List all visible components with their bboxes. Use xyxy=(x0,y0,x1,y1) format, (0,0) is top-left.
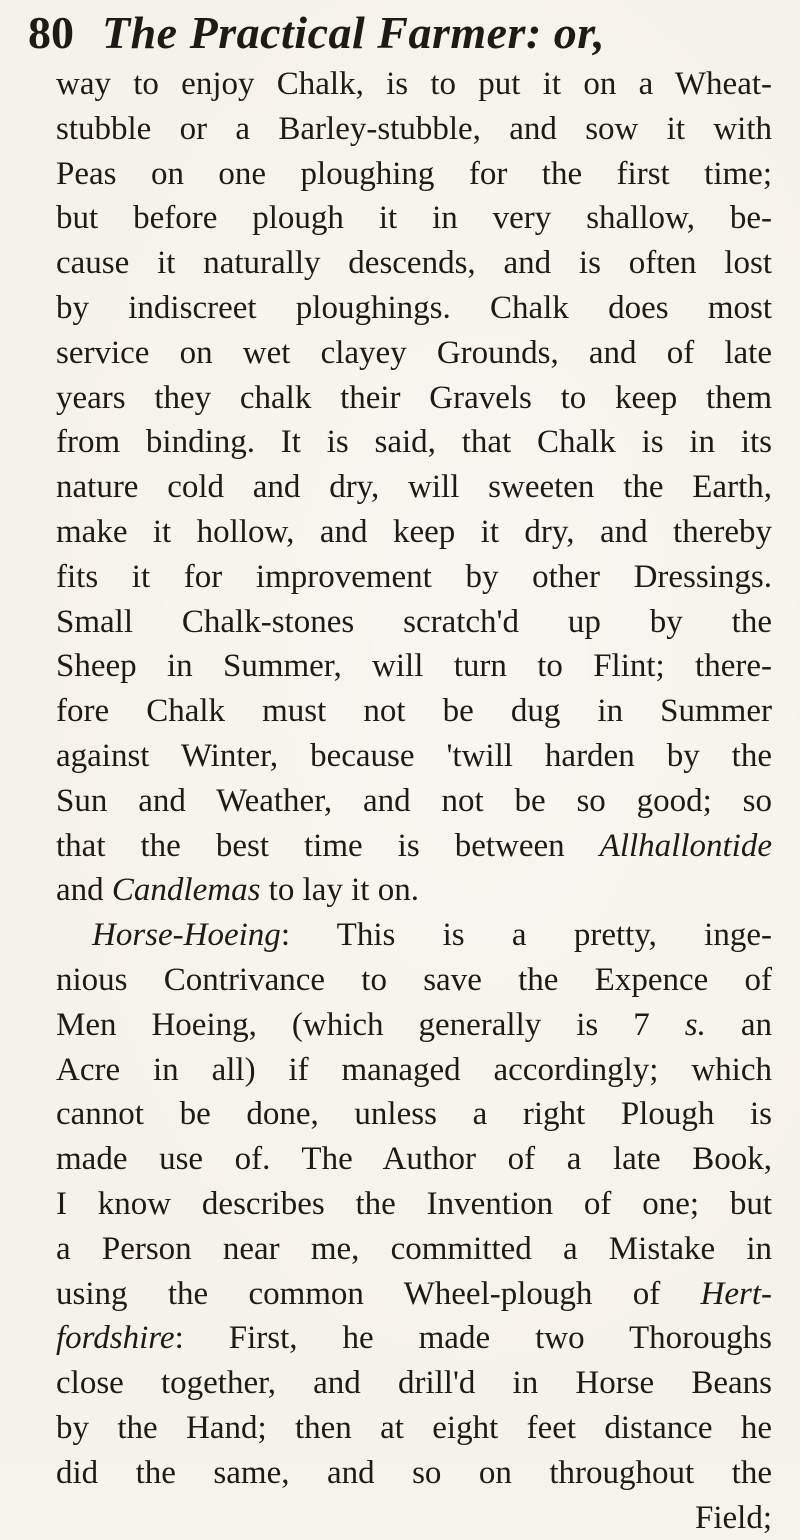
text-segment: that the best time is between xyxy=(56,828,600,864)
text-segment: fore Chalk must not be dug in Summer xyxy=(56,693,772,729)
text-segment: Small Chalk-stones scratch'd up by the xyxy=(56,604,772,640)
page-number: 80 xyxy=(28,4,74,62)
text-line xyxy=(56,331,772,376)
text-line xyxy=(56,1003,772,1048)
text-segment: I know describes the Invention of one; but xyxy=(56,1186,772,1222)
text-segment: an xyxy=(706,1007,772,1043)
text-line xyxy=(56,1137,772,1182)
text-line xyxy=(56,1272,772,1317)
text-line xyxy=(56,1316,772,1361)
text-segment: make it hollow, and keep it dry, and thereby xyxy=(56,514,772,550)
text-segment: nature cold and dry, will sweeten the Earth, xyxy=(56,469,772,505)
text-line xyxy=(56,286,772,331)
text-segment: fits it for improvement by other Dressings. xyxy=(56,559,772,595)
text-segment: Men Hoeing, (which generally is 7 xyxy=(56,1007,685,1043)
text-line xyxy=(56,1182,772,1227)
italic-text: s. xyxy=(685,1007,706,1043)
text-line xyxy=(56,600,772,645)
text-line xyxy=(56,107,772,152)
text-segment: but before plough it in very shallow, be- xyxy=(56,200,772,236)
text-line xyxy=(56,689,772,734)
text-line xyxy=(56,734,772,779)
text-segment: a Person near me, committed a Mistake in xyxy=(56,1231,772,1267)
text-segment: using the common Wheel-plough of xyxy=(56,1276,701,1312)
text-segment: from binding. It is said, that Chalk is in its xyxy=(56,424,772,460)
text-line xyxy=(56,1227,772,1272)
text-segment: : This is a pretty, inge- xyxy=(281,917,772,953)
text-line xyxy=(56,510,772,555)
text-segment: made use of. The Author of a late Book, xyxy=(56,1141,772,1177)
text-segment: cannot be done, unless a right Plough is xyxy=(56,1096,772,1132)
body-text xyxy=(56,62,772,1540)
italic-text: Candlemas xyxy=(112,872,261,908)
text-segment: Peas on one ploughing for the first time; xyxy=(56,156,772,192)
text-line xyxy=(56,824,772,869)
text-segment: years they chalk their Gravels to keep them xyxy=(56,380,772,416)
text-line xyxy=(56,465,772,510)
text-line xyxy=(56,958,772,1003)
text-segment: Acre in all) if managed accordingly; which xyxy=(56,1052,772,1088)
text-line xyxy=(56,376,772,421)
text-line xyxy=(56,196,772,241)
text-line xyxy=(56,1092,772,1137)
text-line xyxy=(56,1361,772,1406)
text-segment: close together, and drill'd in Horse Beans xyxy=(56,1365,772,1401)
text-segment: cause it naturally descends, and is often lost xyxy=(56,245,772,281)
text-line xyxy=(56,152,772,197)
text-segment: service on wet clayey Grounds, and of late xyxy=(56,335,772,371)
text-segment: and xyxy=(56,872,112,908)
text-segment: way to enjoy Chalk, is to put it on a Wheat- xyxy=(56,66,772,102)
text-segment: by the Hand; then at eight feet distance he xyxy=(56,1410,772,1446)
text-segment: did the same, and so on throughout the xyxy=(56,1455,772,1491)
text-segment: : First, he made two Thoroughs xyxy=(175,1320,772,1356)
text-segment: stubble or a Barley-stubble, and sow it with xyxy=(56,111,772,147)
text-segment: by indiscreet ploughings. Chalk does most xyxy=(56,290,772,326)
text-line xyxy=(56,868,772,913)
page-header xyxy=(28,4,768,62)
text-segment: Sun and Weather, and not be so good; so xyxy=(56,783,772,819)
italic-text: Horse-Hoeing xyxy=(92,917,281,953)
text-line xyxy=(56,1406,772,1451)
text-line xyxy=(56,420,772,465)
text-line xyxy=(56,644,772,689)
text-line xyxy=(56,555,772,600)
italic-text: Hert- xyxy=(701,1276,772,1312)
text-line xyxy=(56,913,772,958)
text-segment: to lay it on. xyxy=(260,872,419,908)
text-line xyxy=(56,1496,772,1540)
text-segment: Sheep in Summer, will turn to Flint; there- xyxy=(56,648,772,684)
text-line xyxy=(56,779,772,824)
text-line xyxy=(56,241,772,286)
text-line xyxy=(56,1048,772,1093)
running-title: The Practical Farmer: or, xyxy=(102,7,605,58)
italic-text: fordshire xyxy=(56,1320,175,1356)
text-segment: nious Contrivance to save the Expence of xyxy=(56,962,772,998)
italic-text: Allhallontide xyxy=(600,828,772,864)
text-segment: Field; xyxy=(695,1500,772,1536)
text-line xyxy=(56,62,772,107)
text-segment: against Winter, because 'twill harden by the xyxy=(56,738,772,774)
text-line xyxy=(56,1451,772,1496)
